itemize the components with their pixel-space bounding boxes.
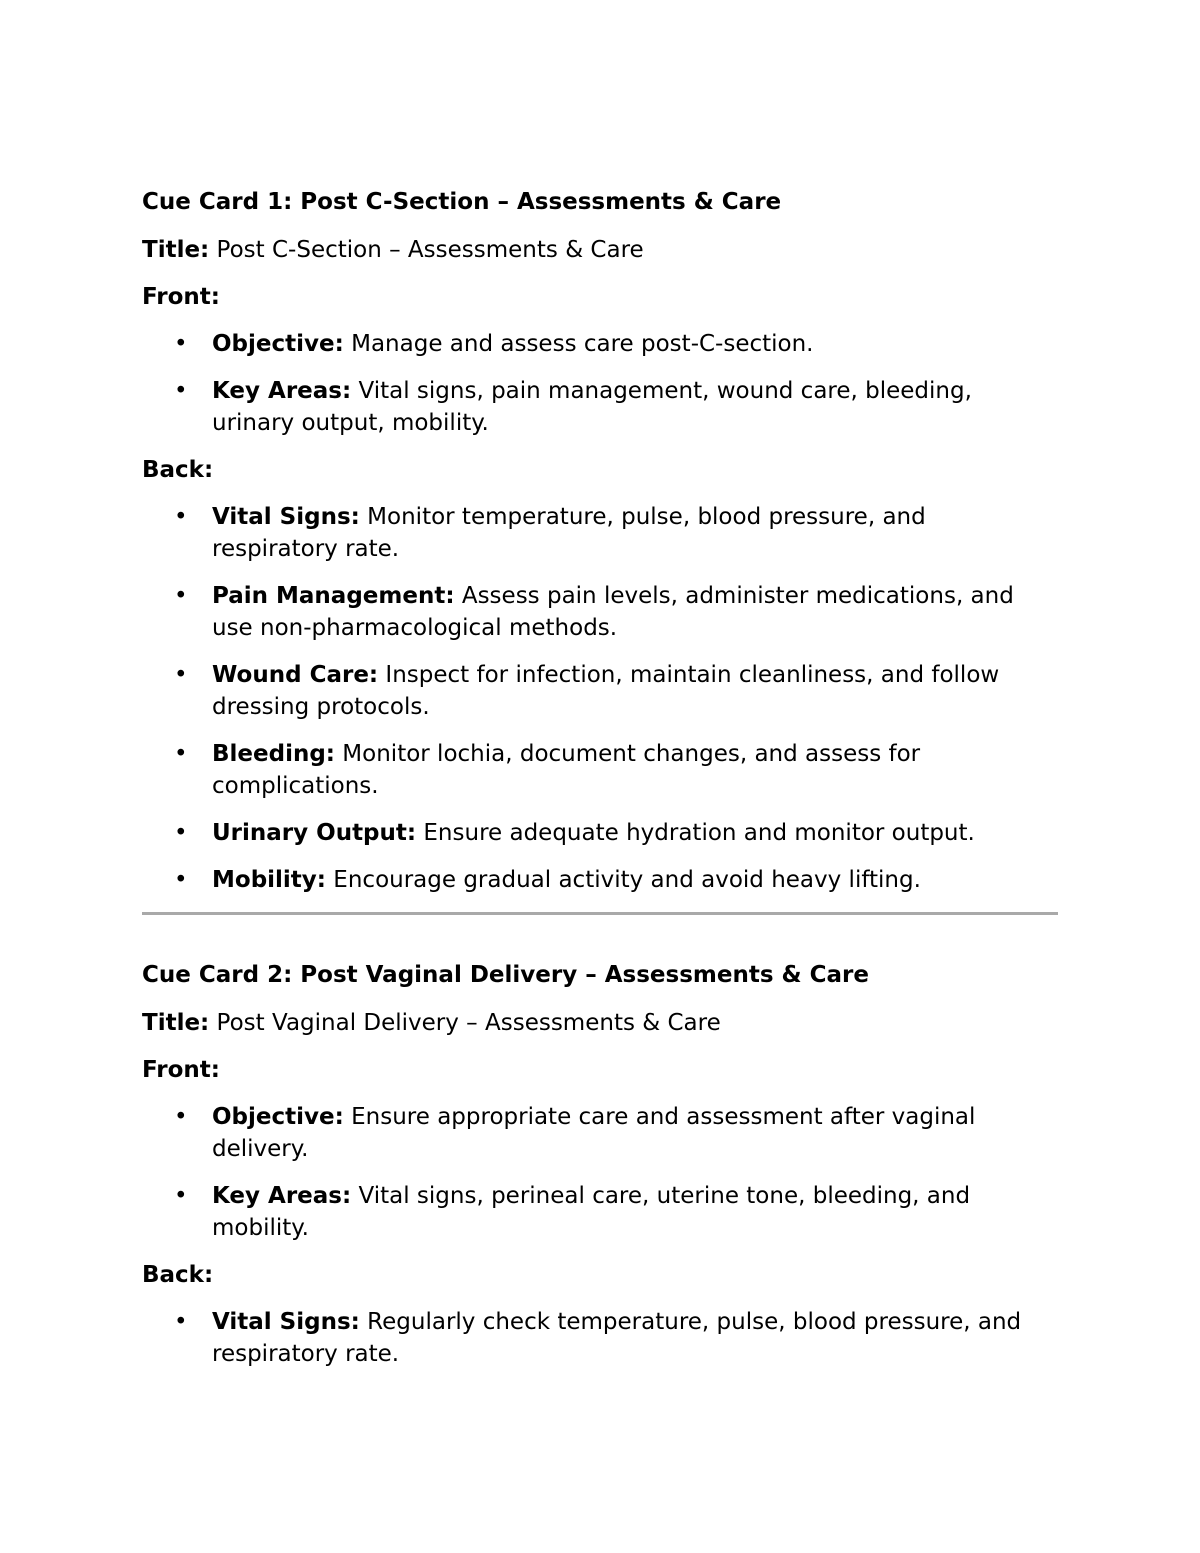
bullet-icon: • (174, 1309, 188, 1335)
bullet-icon: • (174, 741, 188, 767)
bullet-icon: • (174, 331, 188, 357)
back-label: Back: (142, 1262, 214, 1288)
item-label: Key Areas: (212, 1183, 352, 1209)
card-title-line (142, 234, 1058, 266)
bullet-icon: • (174, 820, 188, 846)
list-item (142, 328, 1058, 360)
list-item (142, 580, 1058, 644)
item-label: Objective: (212, 1104, 344, 1130)
front-list (142, 328, 1058, 439)
cue-card-2 (142, 959, 1058, 1370)
item-label: Key Areas: (212, 378, 352, 404)
item-label: Vital Signs: (212, 1309, 360, 1335)
item-text: Manage and assess care post-C-section. (343, 331, 814, 357)
item-label: Vital Signs: (212, 504, 360, 530)
cue-card-1 (142, 186, 1058, 896)
back-label: Back: (142, 457, 214, 483)
list-item (142, 375, 1058, 439)
title-label: Title: (142, 1010, 210, 1036)
item-text: Monitor lochia, document changes, and assess for complications. (212, 741, 921, 799)
list-item (142, 864, 1058, 896)
card-heading: Cue Card 2: Post Vaginal Delivery – Assessments & Care (142, 962, 869, 988)
back-list (142, 501, 1058, 896)
item-text: Assess pain levels, administer medications, and use non-pharmacological methods. (212, 583, 1014, 641)
back-list (142, 1306, 1058, 1370)
item-text: Monitor temperature, pulse, blood pressure, and respiratory rate. (212, 504, 926, 562)
bullet-icon: • (174, 1104, 188, 1130)
list-item (142, 738, 1058, 802)
bullet-icon: • (174, 378, 188, 404)
item-text: Encourage gradual activity and avoid heavy lifting. (326, 867, 921, 893)
item-text: Regularly check temperature, pulse, blood pressure, and respiratory rate. (212, 1309, 1022, 1367)
item-text: Inspect for infection, maintain cleanliness, and follow dressing protocols. (212, 662, 1000, 720)
list-item (142, 1306, 1058, 1370)
list-item (142, 1101, 1058, 1165)
bullet-icon: • (174, 504, 188, 530)
front-list (142, 1101, 1058, 1244)
item-text: Vital signs, pain management, wound care, bleeding, urinary output, mobility. (212, 378, 972, 436)
card-title-line (142, 1007, 1058, 1039)
item-text: Vital signs, perineal care, uterine tone, bleeding, and mobility. (212, 1183, 971, 1241)
list-item (142, 659, 1058, 723)
item-label: Mobility: (212, 867, 326, 893)
item-label: Bleeding: (212, 741, 335, 767)
item-label: Pain Management: (212, 583, 455, 609)
list-item (142, 1180, 1058, 1244)
card-heading: Cue Card 1: Post C-Section – Assessments & Care (142, 189, 782, 215)
title-label: Title: (142, 237, 210, 263)
item-label: Urinary Output: (212, 820, 417, 846)
front-label: Front: (142, 284, 220, 310)
bullet-icon: • (174, 1183, 188, 1209)
title-value: Post C-Section – Assessments & Care (209, 237, 644, 263)
item-label: Wound Care: (212, 662, 379, 688)
document-page (142, 186, 1058, 1385)
item-label: Objective: (212, 331, 344, 357)
horizontal-divider (142, 912, 1058, 915)
title-value: Post Vaginal Delivery – Assessments & Care (209, 1010, 721, 1036)
list-item (142, 817, 1058, 849)
item-text: Ensure appropriate care and assessment after vaginal delivery. (212, 1104, 976, 1162)
item-text: Ensure adequate hydration and monitor output. (416, 820, 975, 846)
bullet-icon: • (174, 662, 188, 688)
list-item (142, 501, 1058, 565)
bullet-icon: • (174, 867, 188, 893)
front-label: Front: (142, 1057, 220, 1083)
bullet-icon: • (174, 583, 188, 609)
